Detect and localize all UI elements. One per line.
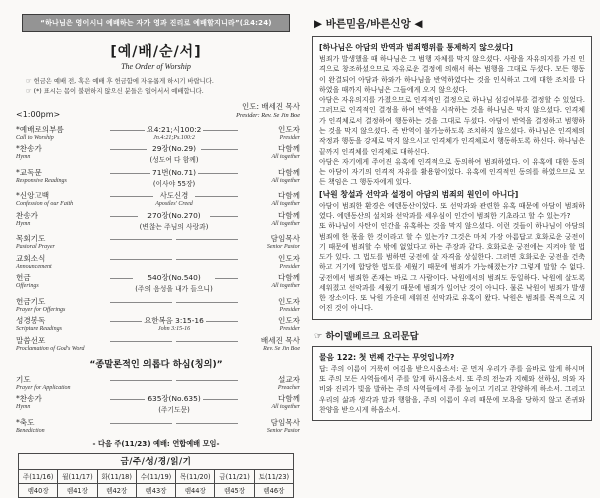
worship-order-list-bottom (16, 374, 300, 434)
worship-order-row (16, 393, 300, 414)
order-item-korean: 성경봉독 (16, 316, 46, 325)
presider-block (236, 101, 300, 119)
order-item-english: Hymn (16, 154, 31, 160)
order-item-korean: *찬송가 (16, 144, 42, 153)
content-sub-korean: (이사야 55장) (152, 179, 196, 188)
leader-line (176, 233, 238, 240)
reading-chapter-cell: 렘40장 (19, 483, 58, 497)
order-item-role (240, 233, 300, 250)
role-korean: 담임목사 (270, 234, 300, 243)
role-korean: 다함께 (278, 167, 301, 177)
order-item-label (16, 143, 108, 160)
role-english: Rev. Se Jin Boe (263, 345, 300, 352)
content-sub-english: John 3:15-16 (157, 326, 191, 332)
order-item-role (240, 253, 300, 270)
worship-order-list-top (16, 124, 300, 352)
order-item-content (135, 272, 212, 293)
leader-line (110, 253, 172, 260)
role-english: All together (271, 177, 301, 184)
role-korean: 배세진 목사 (260, 335, 300, 345)
role-english: All together (271, 220, 300, 227)
content-main: 요한복음 3:15-16 (144, 316, 204, 325)
worship-order-row (16, 190, 300, 207)
role-english: Senior Pastor (266, 244, 300, 250)
order-item-korean: *축도 (16, 417, 35, 427)
content-sub-english: Jn.4:21;Ps.100:2 (153, 134, 195, 141)
role-korean: 다함께 (278, 394, 301, 403)
order-item-role (240, 335, 300, 352)
content-sub-english: Apostles' Creed (155, 201, 193, 207)
reading-day-cell: 화(11/18) (97, 469, 136, 483)
order-item-role (240, 167, 300, 184)
role-english: All together (271, 404, 301, 410)
reading-chapter-cell: 렘46장 (254, 483, 293, 497)
content-sub-korean: (주의 음성을 내가 들으니) (135, 285, 213, 293)
right-column-header: ▶ 바른믿음/바른신앙 ◀ (314, 18, 423, 30)
doctrine-paragraphs-1 (319, 54, 585, 188)
order-item-role (240, 190, 300, 207)
leader-line (110, 124, 145, 131)
leader-line (176, 335, 238, 342)
leader-line (201, 143, 238, 150)
content-main: 29장(No.29) (152, 144, 196, 153)
reading-chapter-cell: 렘41장 (58, 483, 97, 497)
leader-line (210, 210, 238, 217)
content-sub-korean: (주기도문) (158, 406, 190, 414)
order-item-role (240, 210, 300, 227)
role-english: Senior Pastor (266, 427, 300, 434)
leader-line (206, 315, 238, 322)
order-item-english: Hymn (16, 404, 31, 410)
verse-banner: “하나님은 영이시니 예배하는 자가 영과 진리로 예배할지니라”(요4:24) (22, 14, 290, 32)
order-item-korean: *신앙고백 (16, 191, 50, 200)
order-item-korean: 찬송가 (16, 210, 39, 220)
leader-line (176, 417, 238, 424)
order-item-korean: *교독문 (16, 167, 42, 177)
role-korean: 다함께 (277, 210, 300, 220)
catechism-box (312, 346, 592, 421)
role-korean: 다함께 (277, 191, 300, 200)
order-item-label (16, 296, 108, 313)
role-english: Presider (279, 326, 301, 332)
role-korean: 다함께 (278, 273, 301, 282)
order-item-label (16, 335, 108, 352)
order-item-content (152, 167, 196, 188)
reading-day-cell: 금(11/21) (215, 469, 254, 483)
order-item-english: Offerings (16, 283, 39, 289)
role-english: All together (271, 283, 301, 289)
role-english: Presider (279, 263, 300, 270)
order-item-korean: 목회기도 (16, 234, 46, 243)
order-item-label (16, 210, 108, 227)
leader-line (176, 296, 238, 303)
leader-line (110, 417, 172, 424)
leader-line (110, 374, 172, 381)
content-main: 270장(No.270) (147, 210, 201, 220)
order-item-role (240, 272, 300, 289)
order-item-korean: 헌금 (16, 273, 31, 282)
leader-line (110, 315, 142, 322)
leader-line (110, 296, 172, 303)
order-item-content (140, 210, 209, 231)
worship-order-row (16, 210, 300, 231)
order-item-label (16, 272, 108, 289)
order-item-role (240, 315, 300, 332)
content-main: 540장(No.540) (147, 273, 201, 282)
next-week-notice: - 다음 주(11/23) 예배: 연합예배 모임- (92, 438, 220, 448)
leader-line (198, 167, 238, 174)
reading-day-cell: 목(11/20) (176, 469, 215, 483)
order-item-english: Call to Worship (16, 134, 54, 141)
bulletin-notes (26, 77, 302, 97)
doctrine-title-2: [낙원 창설과 선악과 설정이 아담의 범죄의 원인이 아니다] (319, 189, 519, 199)
leader-line (176, 374, 238, 381)
order-item-content (144, 315, 204, 332)
content-sub-korean: (성도여 다 함께) (149, 156, 199, 164)
leader-line (203, 124, 238, 131)
order-item-label (16, 417, 108, 434)
reading-day-cell: 토(11/23) (254, 469, 293, 483)
order-item-content (147, 124, 202, 141)
role-korean: 다함께 (277, 144, 300, 153)
order-item-role (240, 374, 300, 391)
order-item-label (16, 233, 108, 250)
role-korean: 담임목사 (270, 417, 300, 427)
order-item-label (16, 167, 108, 184)
worship-order-row (16, 374, 300, 391)
worship-order-row (16, 253, 300, 270)
catechism-answer: 답: 주의 이름이 거룩히 여김을 받으시옵소서: 곧 먼저 우리가 주를 올바로 알게 하시며 또 주의 모든 사역들에서 주를 알게 하시옵소서. 또 주의 전능과 지혜와 선하심, 의와 자비와 진리가 빛을 발하는 주의 사역들에서 주를 높이고 기리고 찬양하게 하소서. 그리고 우리의 삶과 생각과 말과 행함을, 주의 이름이 우리 때문에 모욕을 당하지 않고 존귀와 찬양을 받으시게 하옵소서. (319, 364, 585, 414)
leader-line (110, 190, 153, 197)
reading-chapter-cell: 렘45장 (215, 483, 254, 497)
order-item-korean: 기도 (16, 374, 31, 384)
reading-table-readings-row (19, 483, 294, 497)
order-item-label (16, 124, 108, 141)
page-title: [예/배/순/서] (110, 44, 202, 60)
note-line: ☞ 헌금은 예배 전, 혹은 예배 후 헌금함에 자유롭게 하시기 바랍니다. (26, 78, 214, 85)
content-main: 요4:21;시100:2 (146, 124, 202, 134)
leader-line (110, 210, 138, 217)
leader-line (110, 272, 133, 279)
worship-order-row (16, 233, 300, 250)
role-english: Preacher (277, 384, 300, 391)
role-english: All together (271, 154, 300, 160)
order-item-content (155, 190, 193, 207)
role-korean: 설교자 (277, 374, 300, 384)
order-item-english: Scripture Readings (16, 326, 62, 332)
bible-reading-table (18, 453, 294, 498)
worship-order-row (16, 167, 300, 188)
doctrine-box (312, 36, 592, 320)
catechism-question: 물음 122: 첫 번째 간구는 무엇입니까? (319, 352, 455, 362)
order-item-content (147, 393, 200, 414)
worship-order-row (16, 335, 300, 352)
order-item-label (16, 315, 108, 332)
order-item-korean: 교회소식 (16, 253, 46, 263)
order-item-role (240, 393, 300, 410)
order-of-worship-column (10, 14, 302, 498)
order-item-english: Pastoral Prayer (16, 244, 55, 250)
order-item-label (16, 374, 108, 391)
reading-table-title: 금/주/성/경/읽/기 (19, 453, 294, 469)
reading-chapter-cell: 렘43장 (136, 483, 175, 497)
note-line: ☞ (*) 표시는 몸이 불편하지 않으신 분들은 일어서서 예배합니다. (26, 87, 204, 95)
role-korean: 인도자 (277, 296, 300, 306)
worship-order-row (16, 143, 300, 164)
worship-order-row (16, 124, 300, 141)
page-title-english: The Order of Worship (121, 62, 191, 71)
content-main: 71번(No.71) (152, 167, 196, 177)
role-english: All together (271, 201, 300, 207)
order-item-label (16, 253, 108, 270)
order-item-korean: 헌금기도 (16, 296, 46, 306)
role-english: Presider (279, 134, 301, 141)
leader-line (110, 143, 147, 150)
presider-english: Presider: Rev. Se Jin Boe (236, 111, 300, 119)
doctrine-paragraphs-2 (319, 201, 585, 314)
worship-order-row (16, 296, 300, 313)
worship-order-row (16, 417, 300, 434)
content-sub-korean: (변찮는 주님의 사랑과) (139, 222, 209, 231)
role-korean: 인도자 (277, 253, 300, 263)
doctrine-paragraph: 또 하나님이 사탄이 인간을 유혹하는 것을 막지 않으셨다. 이런 것들이 하나님이 아담의 범죄에 한 몫을 한 것이라고 할 수 있는가? 그것은 마치 가장 아름답고 호화로운 궁전이기 때문에 범죄할 수 밖에 없었다고 하는 주장과 같다. 호화로운 궁전에는 지켜야 할 법도가 있다. 그 법도를 범하면 궁전에 살 자격을 상실한다. 그러면 호화로운 궁전을 건축하고 거기에 합당한 법도를 세웠기 때문에 범죄가 가능해졌는가? 그렇게 말할 수 없다. 궁전에서 범죄한 존재는 바로 그 사람이다. 낙원에서의 범죄도 동일하다. 낙원에 살도록 세워졌고 선악과를 세웠기 때문에 범죄가 일어난 것이 아니다. 물론 낙원이 범죄가 발생한 장소이다. 또 낙원 가운데 세워진 선악과로 유혹이 왔다. 낙원은 범죄를 목적으로 지어진 것이 아니다. (319, 222, 585, 313)
worship-order-row (16, 315, 300, 332)
reading-table-title-row (19, 453, 294, 469)
order-item-english: Confession of our Faith (16, 201, 74, 207)
leader-line (110, 335, 172, 342)
order-item-role (240, 143, 300, 160)
doctrine-paragraph: 아담이 범죄한 환경은 에덴동산이었다. 또 선악과와 관련한 유혹 때문에 아담이 범죄하였다. 에덴동산의 설치와 선악과를 세우심이 인간이 범죄한 기초라고 할 수 있는가? (319, 201, 585, 220)
presider-korean: 인도: 배세진 목사 (241, 101, 300, 111)
reading-day-cell: 월(11/17) (58, 469, 97, 483)
leader-line (176, 253, 238, 260)
leader-line (110, 233, 172, 240)
role-english: Presider (279, 306, 300, 313)
leader-line (203, 393, 238, 400)
content-main: 635장(No.635) (147, 394, 201, 403)
order-item-korean: *예배로의부름 (16, 124, 64, 134)
worship-order-row (16, 272, 300, 293)
order-item-english: Proclamation of God's Word (16, 345, 85, 352)
sermon-title: “종말론적인 의롭다 하심(칭의)” (89, 358, 223, 370)
order-item-english: Hymn (16, 220, 31, 227)
order-item-english: Responsive Readings (16, 177, 67, 184)
doctrine-paragraph: 아담은 자기에게 주어진 유혹에 인격적으로 동의하여 범죄하였다. 이 유혹에 대한 동의는 아담이 자기의 인격적 자유를 활용함이었다. 유혹에 인격적인 동의를 하였으므로 모든 책임은 그 행동자에게 있다. (319, 157, 585, 187)
catechism-header: ☞ 하이델베르크 요리문답 (314, 330, 419, 342)
doctrine-title-1: [하나님은 아담의 반역과 범죄행위를 통제하지 않으셨다] (319, 43, 513, 52)
leader-line (215, 272, 238, 279)
reading-table-days-row (19, 469, 294, 483)
order-item-role (240, 296, 300, 313)
reading-day-cell: 주(11/16) (19, 469, 58, 483)
reading-chapter-cell: 렘44장 (176, 483, 215, 497)
role-korean: 인도자 (278, 124, 301, 134)
leader-line (110, 393, 145, 400)
order-item-english: Announcement (16, 263, 52, 270)
order-item-content (149, 143, 198, 164)
order-item-role (240, 124, 300, 141)
order-item-label (16, 393, 108, 410)
order-item-label (16, 190, 108, 207)
doctrine-paragraph: 아담은 자유의지를 가졌으므로 인격적인 결정으로 하나님 섬김여부를 결정할 수 있었다. 그러므로 인격적인 결정을 하여 반역을 시작하는 것을 하나님은 막지 않으셨다. 인격체가 인격체로서 결정하여 행동하는 것을 그대로 두셨다. 아담이 반역을 결정하고 범행하는 것을 막지 않으셨다. 즉 반역이 불가능하도록 조치하지 않으셨다. 하나님은 인격체의 작정과 행동을 강제로 막지 않으시고 인격체가 인격체로서 행동하도록 하신다. 하나님은 끝까지 인격체를 인격체로 대하신다. (319, 96, 585, 156)
reading-day-cell: 수(11/19) (136, 469, 175, 483)
teaching-column (312, 14, 592, 421)
doctrine-paragraph: 범죄가 발생했을 때 하나님은 그 범행 자체를 막지 않으셨다. 사람을 자유의지를 가진 인격으로 창조하셨으므로 자유로운 결정에 의해서 하는 범행을 그대로 두셨다. 모든 행동이 완결되어 아담과 하와가 하나님을 반역하였다는 것을 인식하고 그에 대한 조치를 다하였을 때까지 하나님은 그들에게 오지 않으셨다. (319, 55, 585, 94)
order-item-korean: *찬송가 (16, 394, 42, 403)
order-item-english: Prayer for Offerings (16, 306, 66, 313)
leader-line (110, 167, 150, 174)
order-item-korean: 말씀선포 (16, 335, 46, 345)
order-item-english: Prayer for Application (16, 384, 71, 391)
order-item-role (240, 417, 300, 434)
content-main: 사도신경 (159, 191, 189, 200)
leader-line (195, 190, 238, 197)
service-time-row (16, 101, 300, 119)
reading-chapter-cell: 렘42장 (97, 483, 136, 497)
order-item-english: Benediction (16, 427, 45, 434)
role-korean: 인도자 (278, 316, 301, 325)
service-time: <1:00pm> (16, 109, 61, 119)
